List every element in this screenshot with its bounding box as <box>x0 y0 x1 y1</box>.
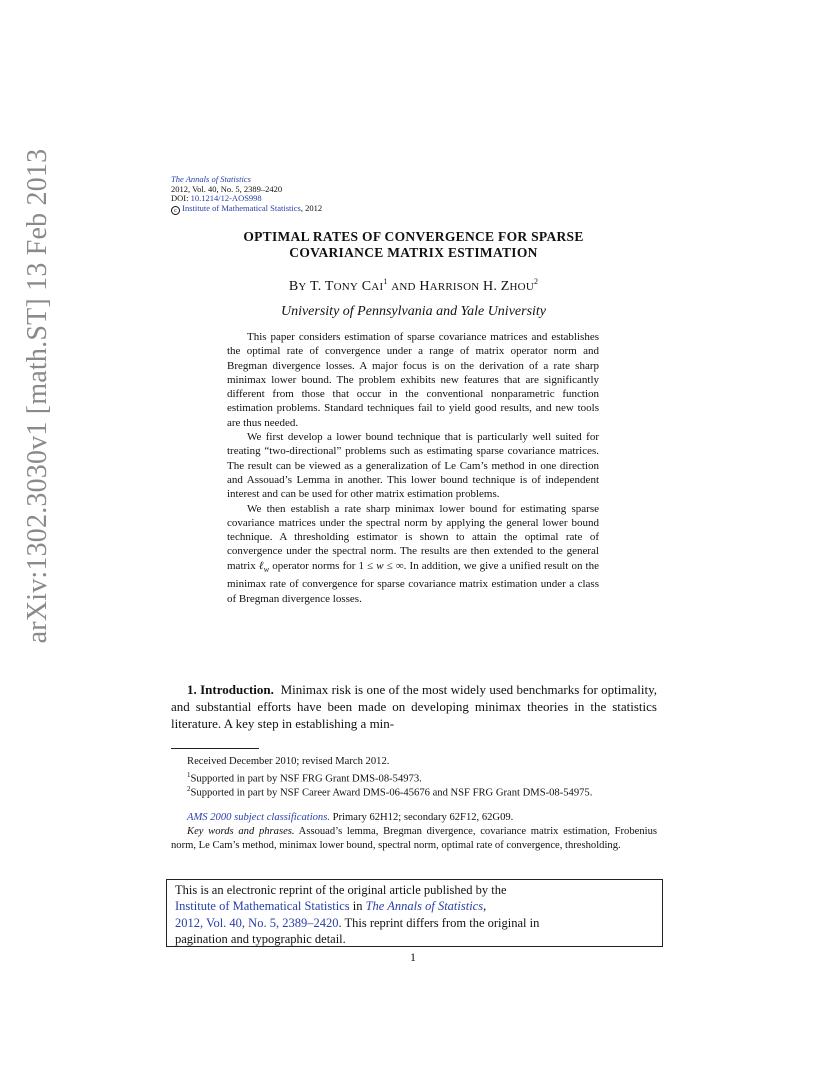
page-number: 1 <box>410 950 416 964</box>
reprint-line-3-rest: . This reprint differs from the original in <box>338 915 540 930</box>
abstract-paragraph-3 <box>227 502 599 606</box>
by-first: B <box>288 279 299 294</box>
footnote-2-mark: 2 <box>187 785 191 793</box>
doi-label: DOI: <box>171 193 191 204</box>
author-2-a: H <box>419 279 430 294</box>
author-1-c: C <box>358 279 372 294</box>
w-variable: w <box>376 559 384 572</box>
title-line-2: COVARIANCE MATRIX ESTIMATION <box>289 245 538 260</box>
reprint-line-3 <box>175 915 539 931</box>
footnote-2 <box>171 783 657 800</box>
abstract <box>227 330 599 606</box>
reprint-line-4: pagination and typographic detail. <box>175 931 346 946</box>
reprint-publisher-link[interactable]: Institute of Mathematical Statistics <box>175 899 350 914</box>
author-2-d: HOU <box>509 281 534 293</box>
volume-line: 2012, Vol. 40, No. 5, 2389–2420 <box>171 183 283 194</box>
ams-classification <box>171 811 657 825</box>
footnote-1-text: Supported in part by NSF FRG Grant DMS-08-54973. <box>190 773 422 785</box>
footnote-1-mark: 1 <box>187 771 191 779</box>
section-heading: 1. Introduction. <box>187 682 274 697</box>
doi-link[interactable]: 10.1214/12-AOS998 <box>190 193 262 204</box>
publisher-link[interactable]: Institute of Mathematical Statistics <box>182 202 301 213</box>
abstract-paragraph-1: This paper considers estimation of sparse covariance matrices and establishes the optimal rate of convergence under a range of matrix operator norm and Bregman divergence losses. A major focus is on the derivation of a rate sharp minimax lower bound. The problem exhibits new features that are significantly different from those that occur in the conventional nonparametric function estimation problems. Standard techniques fail to yield good results, and new tools are thus needed. <box>227 331 599 429</box>
affiliation: University of Pennsylvania and Yale University <box>280 304 547 319</box>
copyright-year: , 2012 <box>300 202 323 213</box>
author-line <box>170 277 657 295</box>
footnote-rule <box>171 748 259 749</box>
introduction-text: Minimax risk is one of the most widely used benchmarks for optimality, and substantial efforts have been made on developing minimax theories in the statistics literature. A key step in establishing a min- <box>171 682 657 732</box>
reprint-line-2 <box>175 898 539 914</box>
ell-subscript: w <box>263 564 270 574</box>
introduction-paragraph <box>171 681 657 733</box>
journal-header <box>171 175 322 215</box>
received-note: Received December 2010; revised March 2012. <box>187 756 390 767</box>
author-2-c: H. Z <box>479 279 510 294</box>
reprint-journal-link[interactable]: The Annals of Statistics <box>365 899 484 914</box>
arxiv-id-stamp: arXiv:1302.3030v1 [math.ST] 13 Feb 2013 <box>22 148 53 644</box>
author-1-footnote-mark[interactable]: 1 <box>383 277 388 286</box>
keywords-text: Assouad’s lemma, Bregman divergence, covariance matrix estimation, Frobenius norm, Le Cam’s method, minimax lower bound, spectral norm, optimal rate of convergence, thresholding. <box>171 826 657 851</box>
ams-text: Primary 62H12; secondary 62F12, 62G09. <box>330 812 514 823</box>
author-1-b: ONY <box>333 281 359 293</box>
copyright-line <box>171 204 322 215</box>
abstract-paragraph-2: We first develop a lower bound technique that is particularly well suited for treating “two-directional” problems such as estimating sparse covariance matrices. The result can be viewed as a generalization of Le Cam’s method in one direction and Assouad’s Lemma in another. This lower bound technique is of independent interest and can be used for other matrix estimation problems. <box>227 431 599 501</box>
author-2-b: ARRISON <box>429 281 480 293</box>
paper-title <box>170 229 657 261</box>
by-rest: Y <box>298 281 307 293</box>
ams-label-link[interactable]: AMS 2000 subject classifications. <box>187 812 331 823</box>
reprint-comma: , <box>483 899 487 914</box>
reprint-notice-box <box>166 879 663 947</box>
ell-symbol: ℓ <box>258 559 264 572</box>
reprint-line-1: This is an electronic reprint of the original article published by the <box>175 883 507 897</box>
reprint-notice <box>175 882 539 947</box>
keywords <box>171 825 657 852</box>
journal-name-link[interactable]: The Annals of Statistics <box>171 174 251 184</box>
footnote-2-text: Supported in part by NSF Career Award DMS-06-45676 and NSF FRG Grant DMS-08-54975. <box>190 787 593 799</box>
and-word: AND <box>391 281 416 293</box>
author-1-d: AI <box>371 281 384 293</box>
abstract-p3-a: We then establish a rate sharp minimax lower bound for estimating sparse covariance matrices under the spectral norm by applying the general lower bound technique. A thresholding estimator is shown to attain the optimal rate of convergence under the spectral norm. The results are then extended to the general matrix <box>227 502 599 572</box>
keywords-label: Key words and phrases. <box>187 826 295 837</box>
abstract-p3-b: operator norms for 1 ≤ <box>269 559 377 572</box>
reprint-in: in <box>349 899 366 914</box>
abstract-p3-c: ≤ ∞. In addition, we give a unified result on the minimax rate of convergence for sparse covariance matrix estimation under a class of Bregman divergence losses. <box>227 559 599 605</box>
title-line-1: OPTIMAL RATES OF CONVERGENCE FOR SPARSE <box>243 229 584 244</box>
author-1-a: T. T <box>309 279 334 294</box>
copyright-icon: c <box>171 206 180 215</box>
reprint-citation-link[interactable]: 2012, Vol. 40, No. 5, 2389–2420 <box>175 915 339 930</box>
author-2-footnote-mark[interactable]: 2 <box>533 277 539 286</box>
